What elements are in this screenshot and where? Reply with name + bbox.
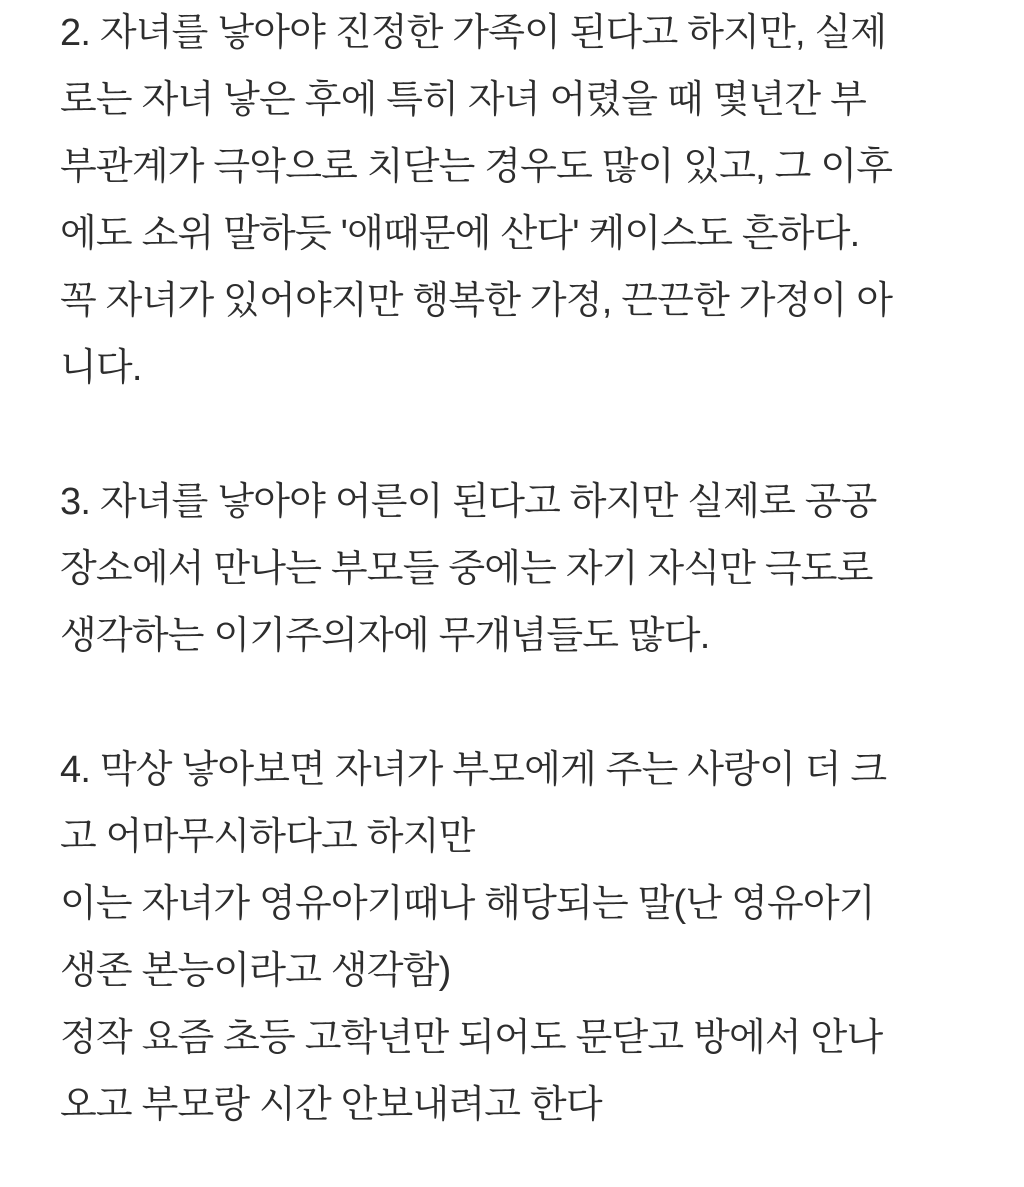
text-line: 꼭 자녀가 있어야지만 행복한 가정, 끈끈한 가정이 아 bbox=[60, 280, 893, 322]
text-line: 정작 요즘 초등 고학년만 되어도 문닫고 방에서 안나 bbox=[60, 1017, 883, 1059]
text-line: 이는 자녀가 영유아기때나 해당되는 말(난 영유아기 bbox=[60, 883, 875, 925]
text-line: 에도 소위 말하듯 '애때문에 산다' 케이스도 흔하다. bbox=[60, 213, 860, 255]
text-line: 고 어마무시하다고 하지만 bbox=[60, 816, 475, 858]
text-line: 4. 막상 낳아보면 자녀가 부모에게 주는 사랑이 더 크 bbox=[60, 749, 887, 791]
text-line: 로는 자녀 낳은 후에 특히 자녀 어렸을 때 몇년간 부 bbox=[60, 79, 866, 121]
text-line: 장소에서 만나는 부모들 중에는 자기 자식만 극도로 bbox=[60, 548, 873, 590]
paragraph-point-4 bbox=[60, 737, 966, 1139]
text-line: 3. 자녀를 낳아야 어른이 된다고 하지만 실제로 공공 bbox=[60, 481, 877, 523]
paragraph-point-3 bbox=[60, 469, 966, 670]
text-line: 부관계가 극악으로 치닫는 경우도 많이 있고, 그 이후 bbox=[60, 146, 893, 188]
text-line: 니다. bbox=[60, 347, 142, 389]
text-line: 오고 부모랑 시간 안보내려고 한다 bbox=[60, 1084, 602, 1126]
text-line: 생각하는 이기주의자에 무개념들도 많다. bbox=[60, 615, 710, 657]
text-line: 2. 자녀를 낳아야 진정한 가족이 된다고 하지만, 실제 bbox=[60, 12, 887, 54]
paragraph-point-2 bbox=[60, 0, 966, 402]
text-line: 생존 본능이라고 생각함) bbox=[60, 950, 451, 992]
